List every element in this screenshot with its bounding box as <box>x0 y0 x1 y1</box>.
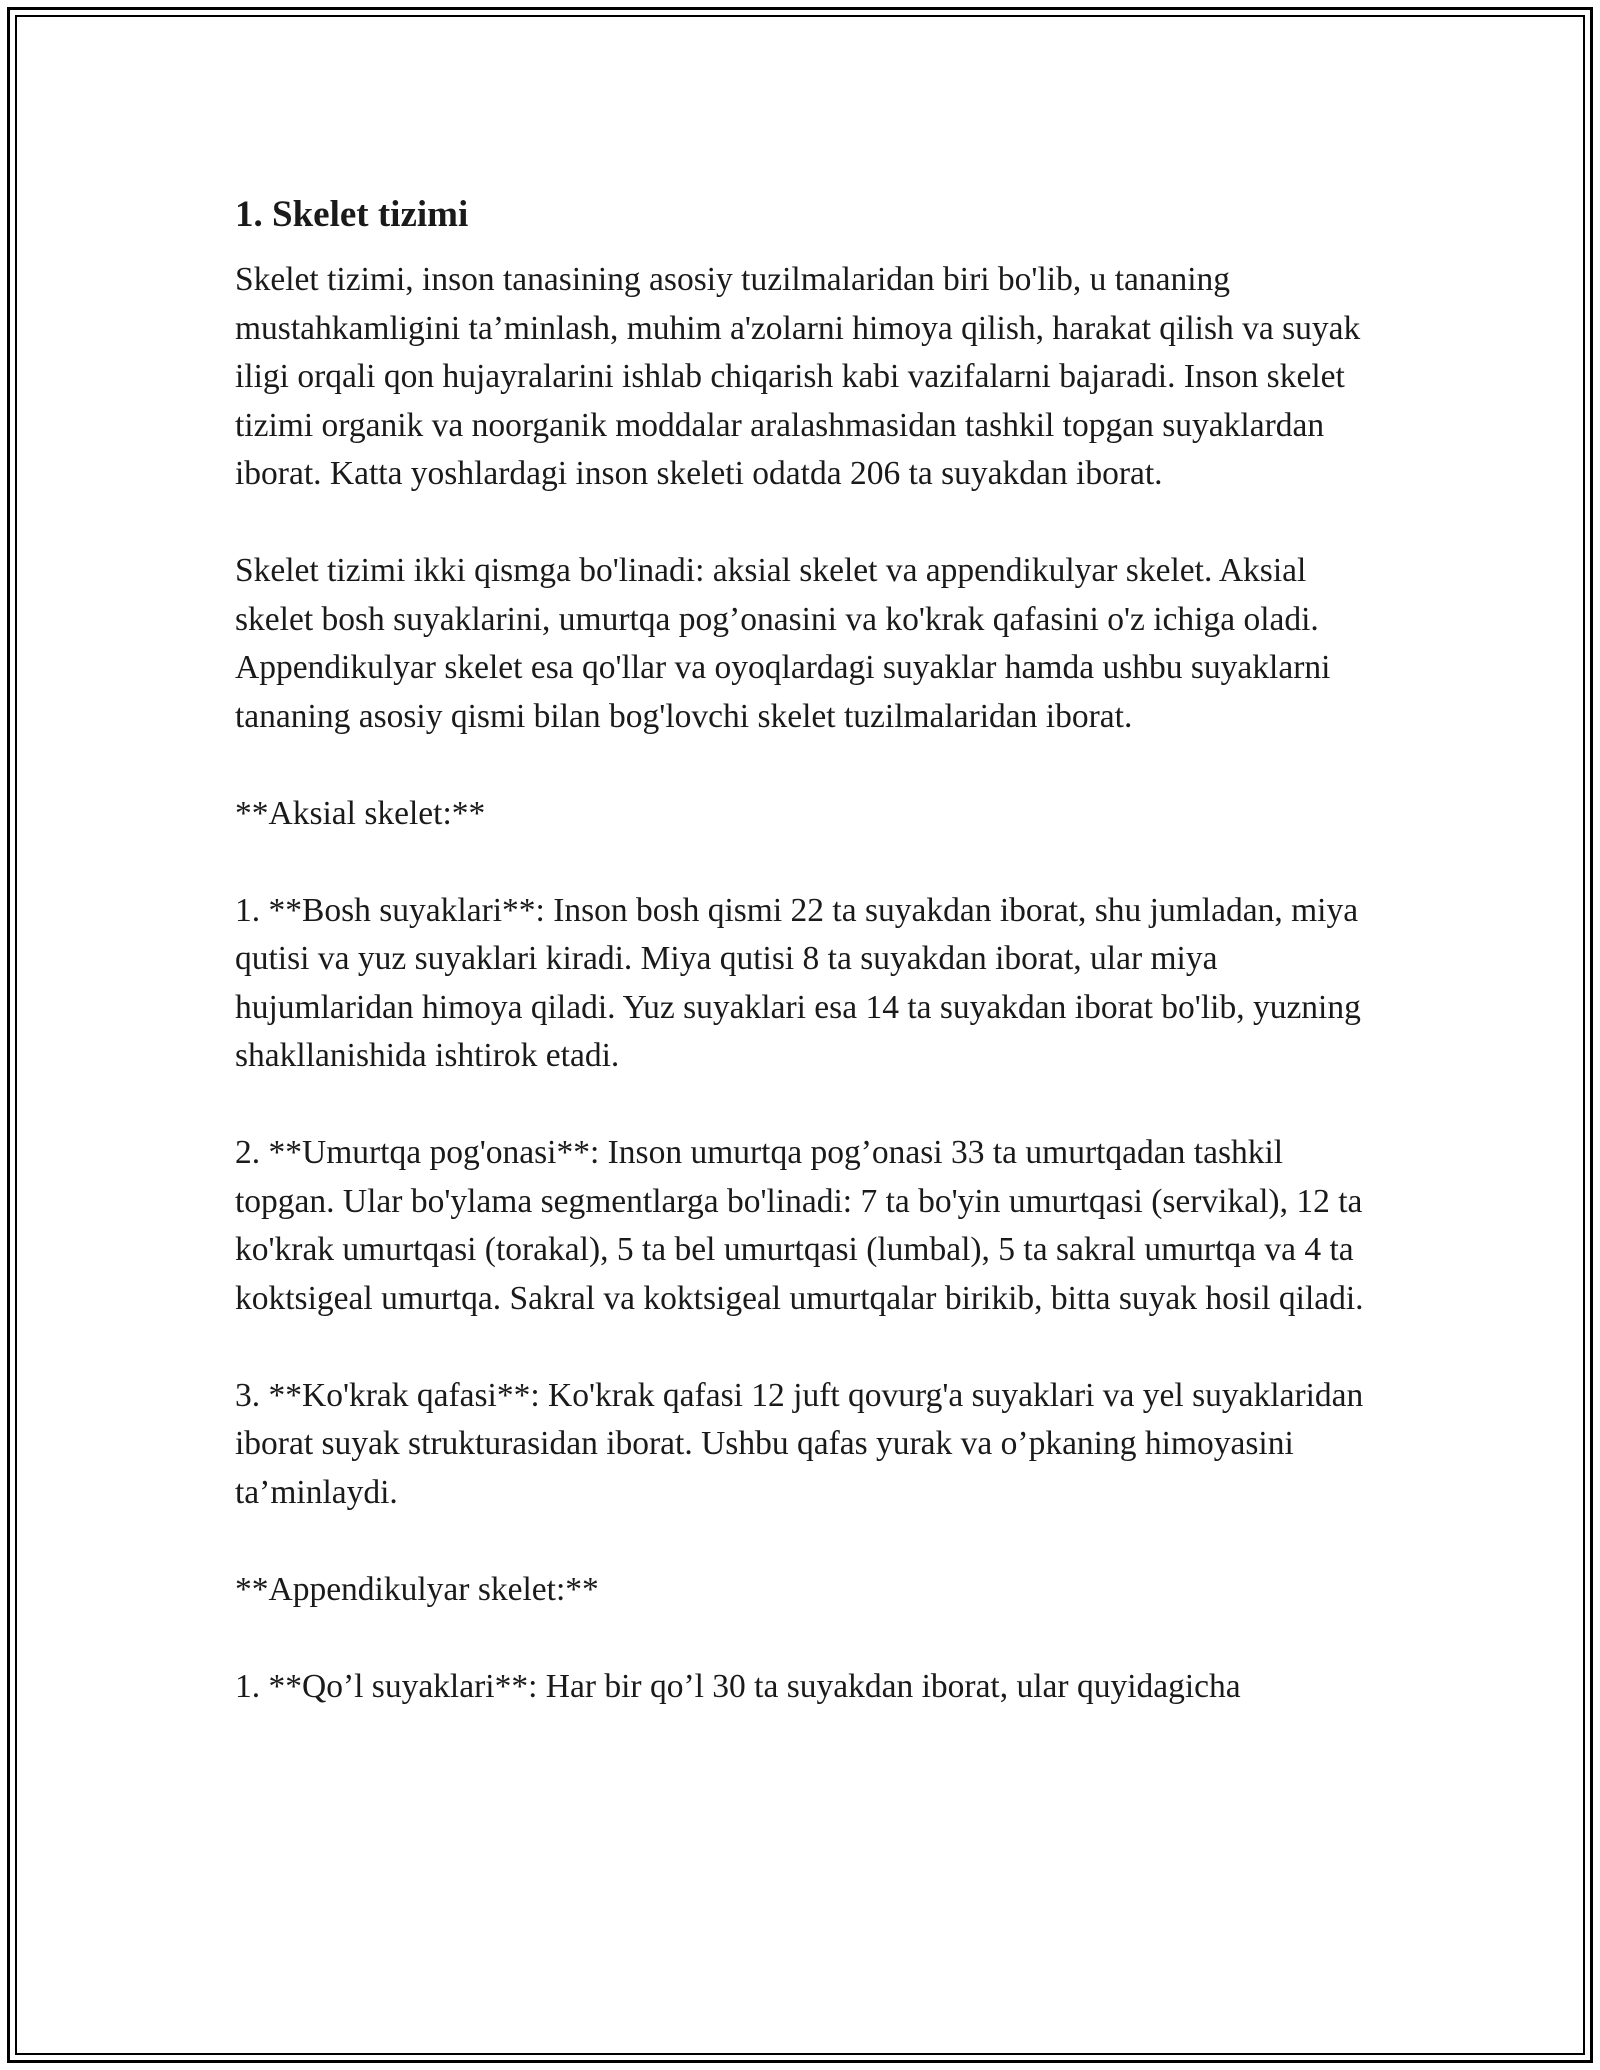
section-heading: 1. Skelet tizimi <box>235 194 469 235</box>
subheading-appendicular-skeleton: **Appendikulyar skelet:** <box>235 1570 599 1608</box>
subheading-axial-skeleton: **Aksial skelet:** <box>235 794 486 832</box>
list-item-skull-bones: 1. **Bosh suyaklari**: Inson bosh qismi 22 ta suyakdan iborat, shu jumladan, miya qutisi va yuz suyaklari kiradi. Miya qutisi 8 ta suyakdan iborat, ular miya hujumlaridan himoya qiladi. Yuz suyaklari esa 14 ta suyakdan iborat bo'lib, yuzning shakllanishida ishtirok etadi. <box>235 891 1361 1074</box>
list-item-rib-cage: 3. **Ko'krak qafasi**: Ko'krak qafasi 12 juft qovurg'a suyaklari va yel suyaklaridan iborat suyak strukturasidan iborat. Ushbu qafas yurak va o’pkaning himoyasini ta’minlaydi. <box>235 1376 1364 1511</box>
paragraph-intro: Skelet tizimi, inson tanasining asosiy tuzilmalaridan biri bo'lib, u tananing mustahkamligini ta’minlash, muhim a'zolarni himoya qilish, harakat qilish va suyak iligi orqali qon hujayralarini ishlab chiqarish kabi vazifalarni bajaradi. Inson skelet tizimi organik va noorganik moddalar aralashmasidan tashkil topgan suyaklardan iborat. Katta yoshlardagi inson skeleti odatda 206 ta suyakdan iborat. <box>235 261 1361 492</box>
list-item-arm-bones: 1. **Qo’l suyaklari**: Har bir qo’l 30 ta suyakdan iborat, ular quyidagicha <box>235 1667 1241 1705</box>
document-body <box>235 186 1365 1760</box>
paragraph-skeleton-division: Skelet tizimi ikki qismga bo'linadi: aksial skelet va appendikulyar skelet. Aksial skelet bosh suyaklarini, umurtqa pog’onasini va ko'krak qafasini o'z ichiga oladi. Appendikulyar skelet esa qo'llar va oyoqlardagi suyaklar hamda ushbu suyaklarni tananing asosiy qismi bilan bog'lovchi skelet tuzilmalaridan iborat. <box>235 552 1331 735</box>
list-item-spine: 2. **Umurtqa pog'onasi**: Inson umurtqa pog’onasi 33 ta umurtqadan tashkil topgan. Ular bo'ylama segmentlarga bo'linadi: 7 ta bo'yin umurtqasi (servikal), 12 ta ko'krak umurtqasi (torakal), 5 ta bel umurtqasi (lumbal), 5 ta sakral umurtqa va 4 ta koktsigeal umurtqa. Sakral va koktsigeal umurtqalar birikib, bitta suyak hosil qiladi. <box>235 1134 1364 1317</box>
